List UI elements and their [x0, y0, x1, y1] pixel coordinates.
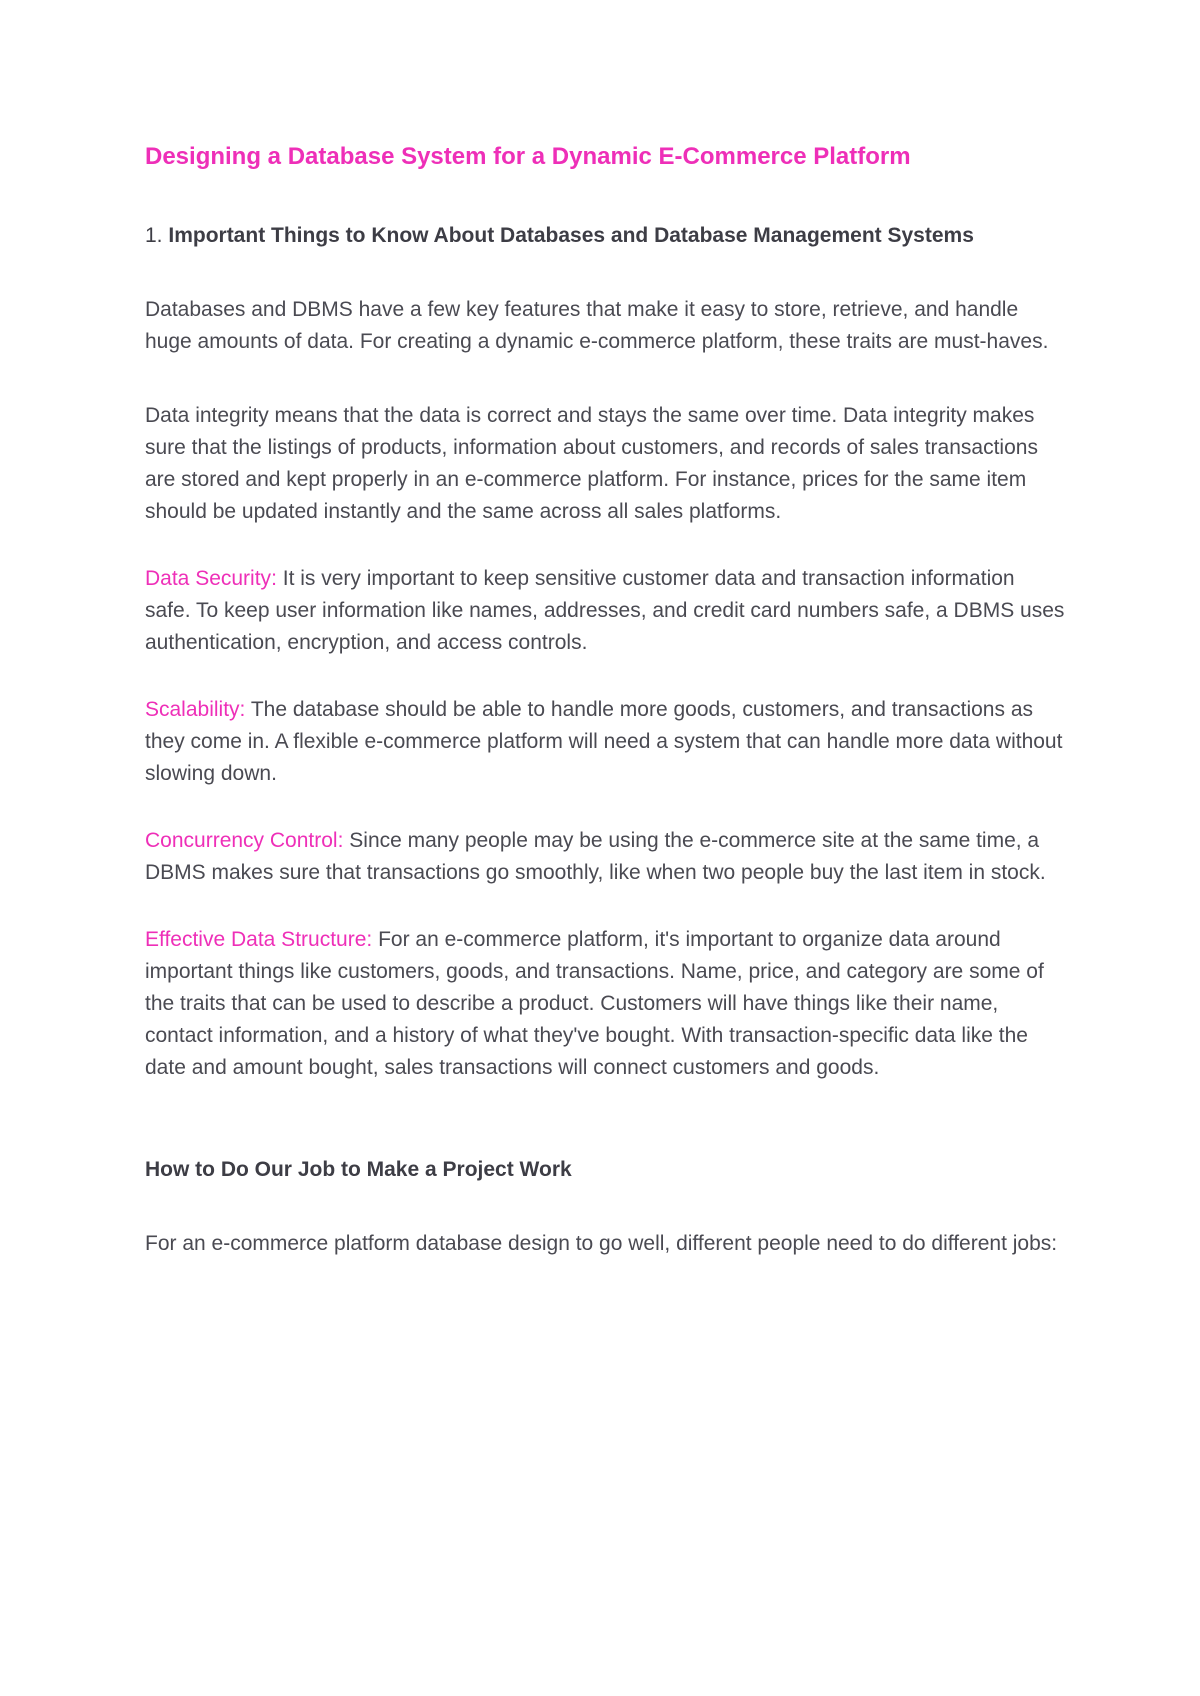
feature-term: Scalability	[145, 698, 240, 721]
feature-term-colon: :	[271, 567, 277, 590]
section-2-paragraph: For an e-commerce platform database design to go well, different people need to do different jobs:	[145, 1232, 1058, 1255]
feature-term: Concurrency Control	[145, 829, 338, 852]
section-1-number: 1.	[145, 224, 163, 247]
feature-text: For an e-commerce platform, it's important to organize data around important things like customers, goods, and transactions. Name, price, and category are some of the traits that can be used to describe a product. Customers will have things like their name, contact information, and a history of what they've bought. With transaction-specific data like the date and amount bought, sales transactions will connect customers and goods.	[145, 928, 1044, 1079]
integrity-paragraph: Data integrity means that the data is correct and stays the same over time. Data integrity makes sure that the listings of products, information about customers, and records of sales transactions are stored and kept properly in an e-commerce platform. For instance, prices for the same item should be updated instantly and the same across all sales platforms.	[145, 404, 1038, 523]
document-title: Designing a Database System for a Dynamic E-Commerce Platform	[145, 143, 911, 170]
feature-scalability	[145, 694, 1065, 790]
section-1-heading-text: Important Things to Know About Databases and Database Management Systems	[168, 224, 974, 247]
section-2-heading: How to Do Our Job to Make a Project Work	[145, 1158, 572, 1181]
feature-term: Data Security	[145, 567, 272, 590]
feature-text: The database should be able to handle more goods, customers, and transactions as they come in. A flexible e-commerce platform will need a system that can handle more data without slowing down.	[145, 698, 1063, 785]
section-1-heading	[145, 220, 1065, 252]
feature-effective-data-structure	[145, 924, 1065, 1084]
feature-term-colon: :	[239, 698, 246, 721]
feature-term: Effective Data Structure	[145, 928, 367, 951]
feature-data-security	[145, 563, 1065, 659]
document-page	[145, 140, 1065, 1260]
feature-text: It is very important to keep sensitive customer data and transaction information safe. To keep user information like names, addresses, and credit card numbers safe, a DBMS uses authentication, encryption, and access controls.	[145, 567, 1065, 654]
feature-term-colon: :	[366, 928, 373, 951]
intro-paragraph: Databases and DBMS have a few key features that make it easy to store, retrieve, and handle huge amounts of data. For creating a dynamic e-commerce platform, these traits are must-haves.	[145, 298, 1049, 353]
feature-text: Since many people may be using the e-commerce site at the same time, a DBMS makes sure that transactions go smoothly, like when two people buy the last item in stock.	[145, 829, 1046, 884]
feature-concurrency-control	[145, 825, 1065, 889]
feature-term-colon: :	[337, 829, 344, 852]
